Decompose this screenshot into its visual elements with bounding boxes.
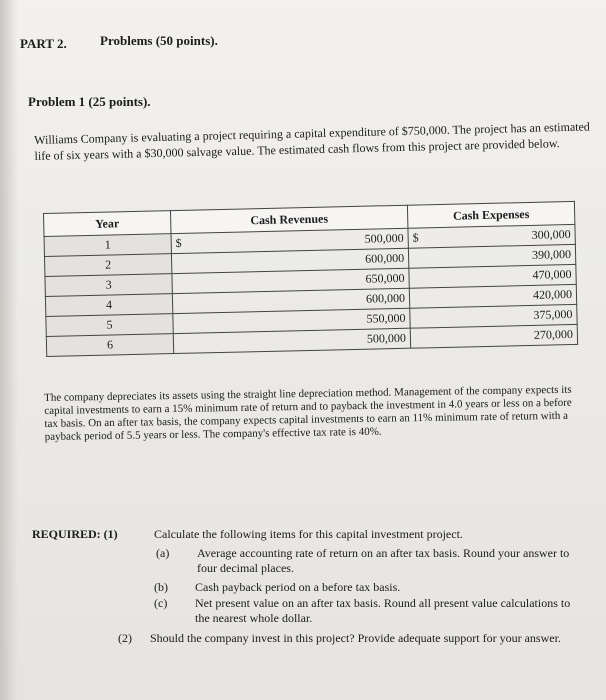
currency-cell: $: [171, 230, 320, 253]
currency-cell-empty: [410, 328, 427, 348]
item-b-label: (b): [154, 580, 168, 594]
expense-cell: 270,000: [427, 324, 578, 347]
year-cell: 2: [44, 254, 171, 277]
problem1-heading: Problem 1 (25 points).: [28, 94, 151, 109]
intro-paragraph: Williams Company is evaluating a project requiring a capital expenditure of $750,000. The project has an estimated life of six years with a $30,000 salvage value. The estimated cash flows from this project are provided below.: [34, 119, 590, 163]
currency-cell-empty: [410, 308, 427, 328]
item-c-text: Net present value on an after tax basis. Round all present value calculations to the nearest whole dollar.: [195, 596, 571, 625]
year-cell: 3: [45, 274, 172, 297]
revenue-cell: 500,000: [322, 328, 411, 350]
revenue-cell: 500,000: [319, 228, 408, 250]
cash-flow-table: [43, 201, 578, 357]
item-a-text: Average accounting rate of return on an after tax basis. Round your answer to four decimal places.: [197, 546, 570, 575]
item-2-text: Should the company invest in this project? Provide adequate support for your answer.: [150, 631, 561, 645]
currency-cell-empty: [409, 268, 426, 288]
required-label: REQUIRED: (1): [32, 527, 118, 541]
item-b-text: Cash payback period on a before tax basis.: [195, 580, 401, 594]
expense-cell: 420,000: [426, 284, 577, 307]
year-cell: 5: [46, 314, 173, 337]
year-cell: 6: [46, 334, 173, 357]
required-intro: Calculate the following items for this capital investment project.: [154, 527, 463, 541]
page-shadow: [0, 0, 18, 700]
revenues-header: Cash Revenues: [170, 205, 407, 233]
currency-cell: $: [408, 228, 425, 248]
item-c-label: (c): [154, 596, 168, 610]
currency-cell-empty: [409, 288, 426, 308]
depreciation-paragraph: The company depreciates its assets using the straight line depreciation method. Management of the company expects its capital investments to earn a 15% minimum rate of return and to payback the investment in 4.0 years or less on a before tax basis. On an after tax basis, the company expects capital investments to earn an 11% minimum rate of return with a payback period of 5.5 years or less. The company's effective tax rate is 40%.: [44, 383, 572, 443]
expense-cell: 390,000: [425, 244, 576, 267]
currency-cell-empty: [173, 330, 322, 353]
problems-heading: Problems (50 points).: [100, 33, 218, 48]
year-header: Year: [44, 211, 171, 237]
expense-cell: 470,000: [425, 264, 576, 287]
revenue-cell: 550,000: [321, 308, 410, 330]
part-heading: PART 2.: [20, 36, 67, 51]
revenue-cell: 600,000: [321, 288, 410, 310]
expense-cell: 375,000: [426, 304, 577, 327]
revenue-cell: 650,000: [320, 268, 409, 290]
expenses-header: Cash Expenses: [407, 201, 574, 228]
item-a-label: (a): [156, 546, 170, 560]
revenue-cell: 600,000: [320, 248, 409, 270]
expense-cell: 300,000: [424, 224, 575, 247]
currency-cell-empty: [408, 248, 425, 268]
item-2-label: (2): [118, 631, 132, 645]
year-cell: 1: [44, 234, 171, 257]
year-cell: 4: [45, 294, 172, 317]
